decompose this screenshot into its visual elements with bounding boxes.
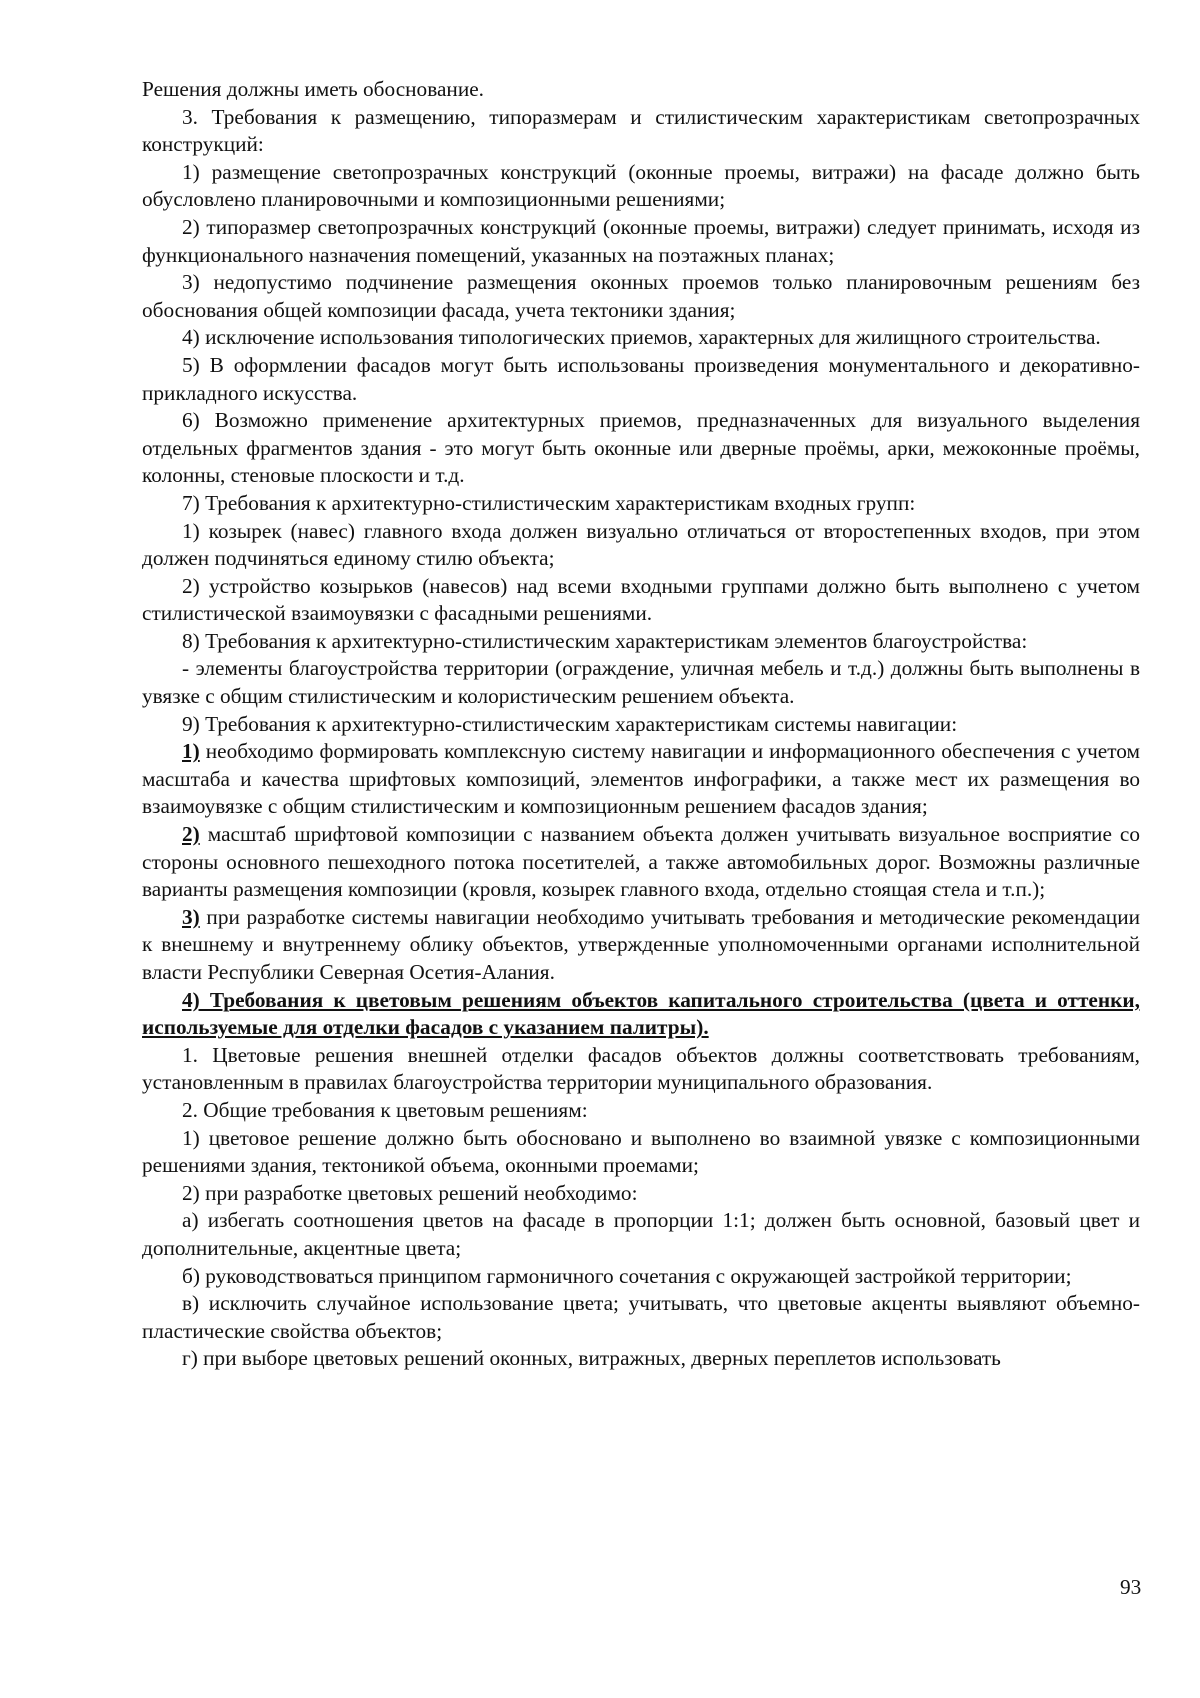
paragraph: 9) Требования к архитектурно-стилистическим характеристикам системы навигации:	[182, 711, 958, 736]
paragraph: г) при выборе цветовых решений оконных, витражных, дверных переплетов использовать	[182, 1346, 1001, 1371]
item-text: необходимо формировать комплексную систему навигации и информационного обеспечения с учетом масштаба и качества шрифтовых композиций, элементов инфографики, а также мест их размещения во взаимоувязке с общим стилистическим и композиционным решением фасадов здания;	[142, 739, 1140, 819]
nav-item	[142, 821, 1140, 904]
paragraph: 1. Цветовые решения внешней отделки фасадов объектов должны соответствовать требованиям, установленным в правилах благоустройства территории муниципального образования.	[142, 1042, 1140, 1095]
item-number: 1)	[182, 739, 200, 764]
nav-item	[142, 738, 1140, 821]
paragraph: 3. Требования к размещению, типоразмерам и стилистическим характеристикам светопрозрачных конструкций:	[142, 104, 1140, 157]
item-number: 2)	[182, 822, 200, 847]
paragraph: б) руководствоваться принципом гармоничного сочетания с окружающей застройкой территории;	[182, 1263, 1072, 1288]
paragraph: 2. Общие требования к цветовым решениям:	[182, 1097, 588, 1122]
paragraph: в) исключить случайное использование цвета; учитывать, что цветовые акценты выявляют объемно-пластические свойства объектов;	[142, 1291, 1140, 1343]
paragraph: - элементы благоустройства территории (ограждение, уличная мебель и т.д.) должны быть выполнены в увязке с общим стилистическим и колористическим решением объекта.	[142, 656, 1140, 709]
paragraph: Решения должны иметь обоснование.	[142, 77, 484, 101]
document-page	[142, 76, 1140, 1373]
item-text: при разработке системы навигации необходимо учитывать требования и методические рекомендации к внешнему и внутреннему облику объектов, утвержденные уполномоченными органами исполнительной власти Республики Северная Осетия-Алания.	[142, 904, 1140, 984]
paragraph: 3) недопустимо подчинение размещения оконных проемов только планировочным решениям без обоснования общей композиции фасада, учета тектоники здания;	[142, 270, 1140, 322]
paragraph: 5) В оформлении фасадов могут быть использованы произведения монументального и декоративно-прикладного искусства.	[142, 352, 1140, 405]
paragraph: 2) при разработке цветовых решений необходимо:	[182, 1180, 638, 1205]
paragraph: 2) типоразмер светопрозрачных конструкций (оконные проемы, витражи) следует принимать, исходя из функционального назначения помещений, указанных на поэтажных планах;	[142, 214, 1140, 267]
nav-item	[142, 904, 1140, 987]
page-number: 93	[1120, 1575, 1142, 1599]
paragraph: 8) Требования к архитектурно-стилистическим характеристикам элементов благоустройства:	[182, 628, 1028, 653]
paragraph: 6) Возможно применение архитектурных приемов, предназначенных для визуального выделения отдельных фрагментов здания - это могут быть оконные или дверные проёмы, арки, межоконные проёмы, колонны, стеновые плоскости и т.д.	[142, 408, 1140, 488]
paragraph: 2) устройство козырьков (навесов) над всеми входными группами должно быть выполнено с учетом стилистической взаимоувязки с фасадными решениями.	[142, 573, 1140, 626]
section-heading: 4) Требования к цветовым решениям объектов капитального строительства (цвета и оттенки, используемые для отделки фасадов с указанием палитры).	[142, 987, 1140, 1040]
paragraph: а) избегать соотношения цветов на фасаде в пропорции 1:1; должен быть основной, базовый цвет и дополнительные, акцентные цвета;	[142, 1208, 1140, 1260]
paragraph: 1) козырек (навес) главного входа должен визуально отличаться от второстепенных входов, при этом должен подчиняться единому стилю объекта;	[142, 518, 1140, 571]
item-text: масштаб шрифтовой композиции с названием объекта должен учитывать визуальное восприятие со стороны основного пешеходного потока посетителей, а также автомобильных дорог. Возможны различные варианты размещения композиции (кровля, козырек главного входа, отдельно стоящая стела и т.п.);	[142, 822, 1140, 902]
paragraph: 1) цветовое решение должно быть обосновано и выполнено во взаимной увязке с композиционными решениями здания, тектоникой объема, оконными проемами;	[142, 1125, 1140, 1178]
paragraph: 7) Требования к архитектурно-стилистическим характеристикам входных групп:	[182, 490, 916, 515]
item-number: 3)	[182, 904, 200, 929]
paragraph: 1) размещение светопрозрачных конструкций (оконные проемы, витражи) на фасаде должно быть обусловлено планировочными и композиционными решениями;	[142, 159, 1140, 212]
paragraph: 4) исключение использования типологических приемов, характерных для жилищного строительства.	[182, 325, 1101, 350]
